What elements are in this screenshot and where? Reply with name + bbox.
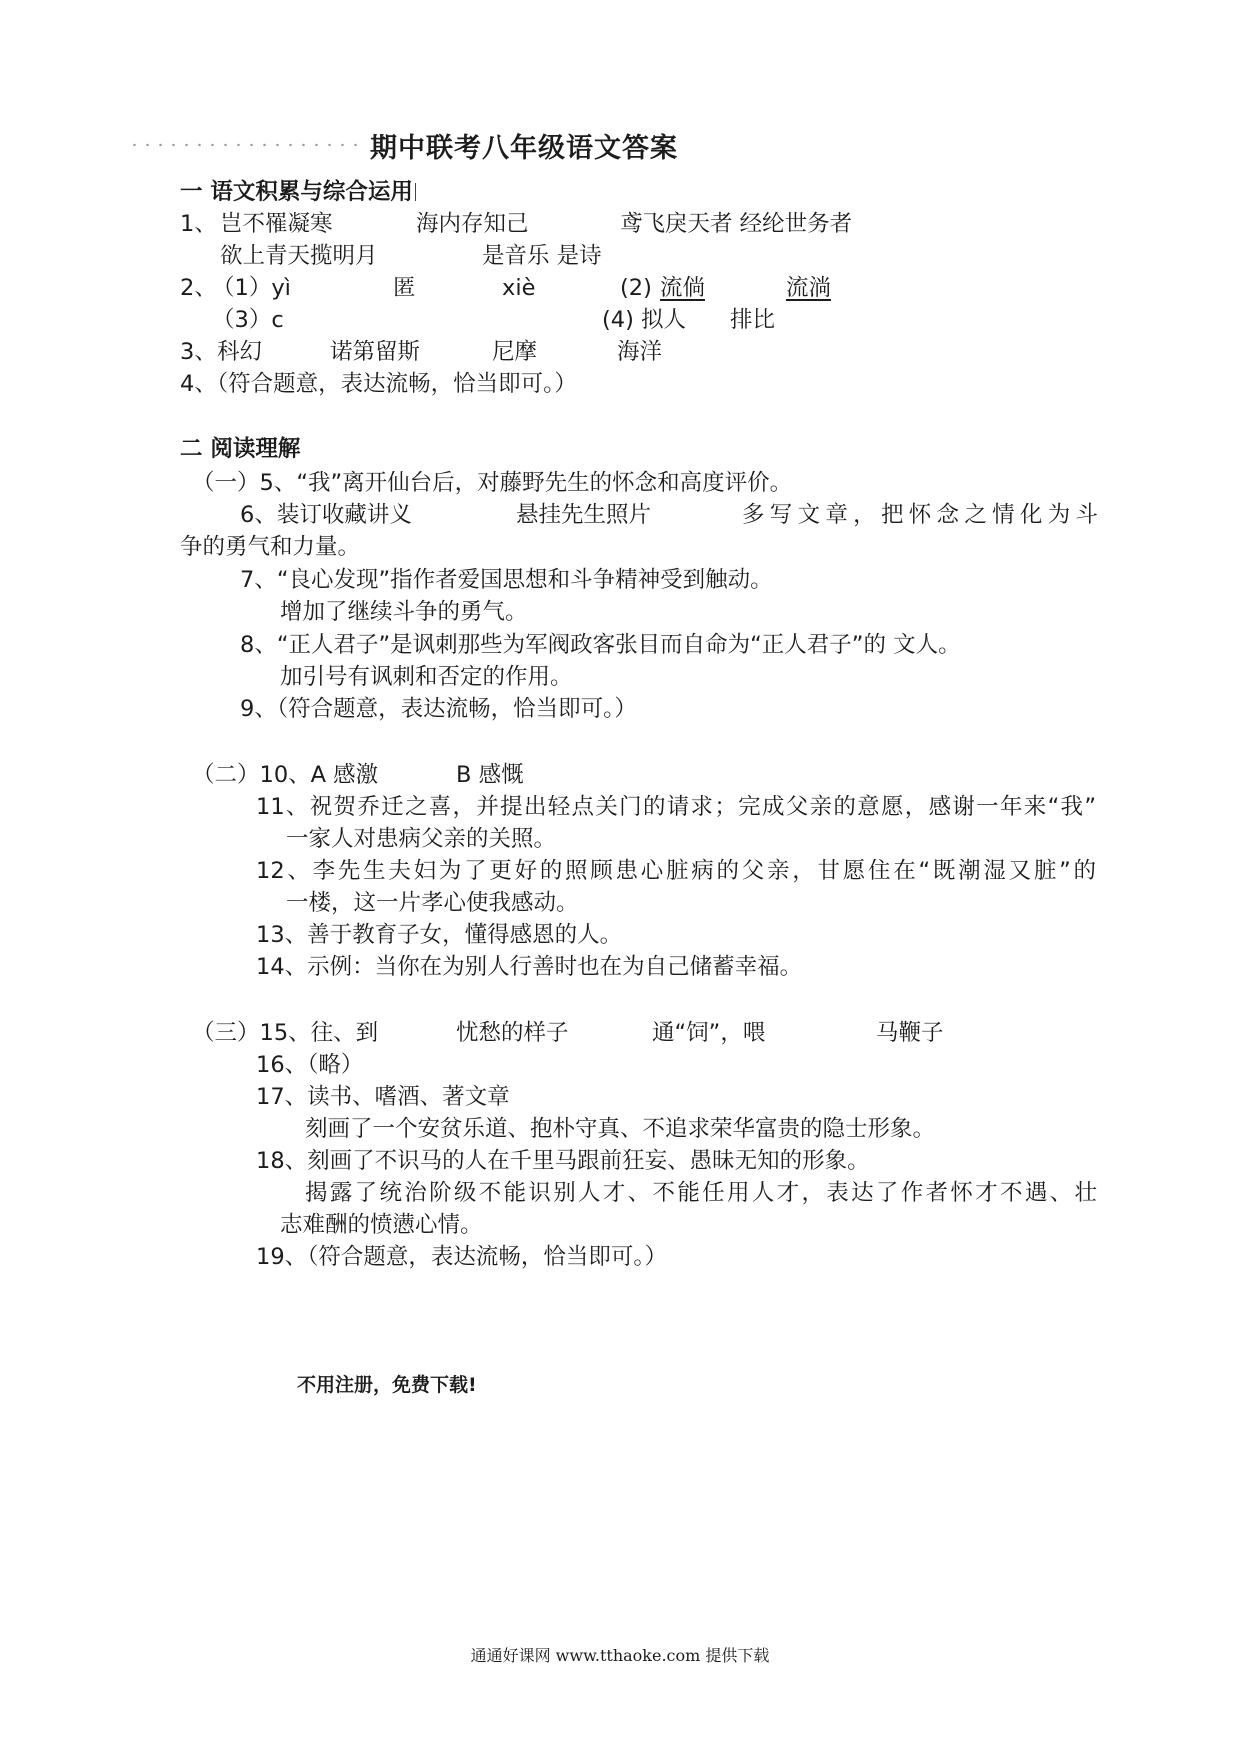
q18-answer-c: 志难酬的愤懑心情。 — [280, 1212, 483, 1238]
q12-answer-a: 12、李先生夫妇为了更好的照顾患心脏病的父亲，甘愿住在“既潮湿又脏”的 — [256, 858, 1096, 884]
q17-answer-b: 刻画了一个安贫乐道、抱朴守真、不追求荣华富贵的隐士形象。 — [305, 1116, 936, 1142]
q18-answer-b: 揭露了统治阶级不能识别人才、不能任用人才，表达了作者怀才不遇、壮 — [305, 1180, 1097, 1206]
q6-answer-d: 争的勇气和力量。 — [180, 534, 361, 560]
q15-answer-d: 马鞭子 — [876, 1020, 944, 1046]
q4-answer: 4、（符合题意，表达流畅，恰当即可。） — [180, 371, 577, 397]
q2-part1-b: 匿 — [393, 275, 416, 301]
q1-answer-4: 欲上青天揽明月 — [220, 243, 378, 269]
q2-part2-label: (2) — [620, 275, 652, 301]
q2-part2-a: 流倘 — [660, 275, 706, 301]
q2-part1: （1）yì — [212, 275, 291, 301]
q2-part2-b: 流淌 — [786, 275, 832, 301]
q13-answer: 13、善于教育子女，懂得感恩的人。 — [256, 922, 623, 948]
q18-answer-a: 18、刻画了不识马的人在千里马跟前狂妄、愚昧无知的形象。 — [256, 1148, 870, 1174]
q2-part1-c: xiè — [502, 275, 536, 301]
q3-answer-1: 科幻 — [217, 339, 263, 365]
q19-answer: 19、（符合题意，表达流畅，恰当即可。） — [256, 1244, 668, 1270]
q15-answer-b: 忧愁的样子 — [456, 1020, 569, 1046]
q8-answer-b: 加引号有讽刺和否定的作用。 — [280, 664, 573, 690]
q16-answer: 16、（略） — [256, 1052, 364, 1078]
q2-part3: （3）c — [212, 307, 284, 333]
q1-answer-3: 鸢飞戾天者 经纶世务者 — [620, 211, 853, 237]
q9-answer: 9、（符合题意，表达流畅，恰当即可。） — [240, 696, 637, 722]
q5-answer: （一）5、“我”离开仙台后，对藤野先生的怀念和高度评价。 — [192, 470, 793, 496]
q17-answer-a: 17、读书、嗜酒、著文章 — [256, 1084, 510, 1110]
q2-part4-b: 排比 — [730, 307, 776, 333]
page-title: 期中联考八年级语文答案 — [370, 133, 678, 164]
q2-number: 2、 — [180, 275, 217, 301]
q8-answer-a: 8、“正人君子”是讽刺那些为军阀政客张目而自命为“正人君子”的 文人。 — [240, 632, 961, 658]
q12-answer-b: 一楼，这一片孝心使我感动。 — [286, 890, 579, 916]
q7-answer-a: 7、“良心发现”指作者爱国思想和斗争精神受到触动。 — [240, 567, 773, 593]
section2-heading: 二 阅读理解 — [180, 436, 301, 462]
q11-answer-b: 一家人对患病父亲的关照。 — [286, 826, 557, 852]
q10-answer-b: B 感慨 — [456, 762, 524, 788]
q3-answer-2: 诺第留斯 — [330, 339, 421, 365]
q1-answer-2: 海内存知己 — [416, 211, 529, 237]
q6-answer-b: 悬挂先生照片 — [516, 502, 652, 528]
dotted-leader — [128, 143, 358, 147]
section1-heading: 一 语文积累与综合运用 — [180, 177, 416, 207]
text-cursor-mark — [415, 183, 416, 201]
q14-answer: 14、示例：当你在为别人行善时也在为自己储蓄幸福。 — [256, 954, 803, 980]
q15-answer-c: 通“饲”，喂 — [652, 1020, 766, 1046]
download-note: 不用注册，免费下载! — [297, 1374, 477, 1396]
q10-answer-a: （二）10、A 感激 — [192, 762, 379, 788]
page-footer: 通通好课网 www.tthaoke.com 提供下载 — [470, 1646, 770, 1665]
q2-part4: (4) 拟人 — [602, 307, 687, 333]
q7-answer-b: 增加了继续斗争的勇气。 — [280, 599, 528, 625]
q6-answer-a: 6、装订收藏讲义 — [240, 502, 412, 528]
q15-answer-a: （三）15、往、到 — [192, 1020, 379, 1046]
q1-answer-5: 是音乐 是诗 — [482, 243, 602, 269]
q6-answer-c: 多写文章，把怀念之情化为斗 — [742, 502, 1098, 528]
q3-number: 3、 — [180, 339, 217, 365]
q1-answer-1: 岂不罹凝寒 — [220, 211, 333, 237]
q3-answer-3: 尼摩 — [492, 339, 538, 365]
q1-number: 1、 — [180, 211, 217, 237]
q11-answer-a: 11、祝贺乔迁之喜，并提出轻点关门的请求；完成父亲的意愿，感谢一年来“我” — [256, 794, 1096, 820]
q3-answer-4: 海洋 — [617, 339, 663, 365]
